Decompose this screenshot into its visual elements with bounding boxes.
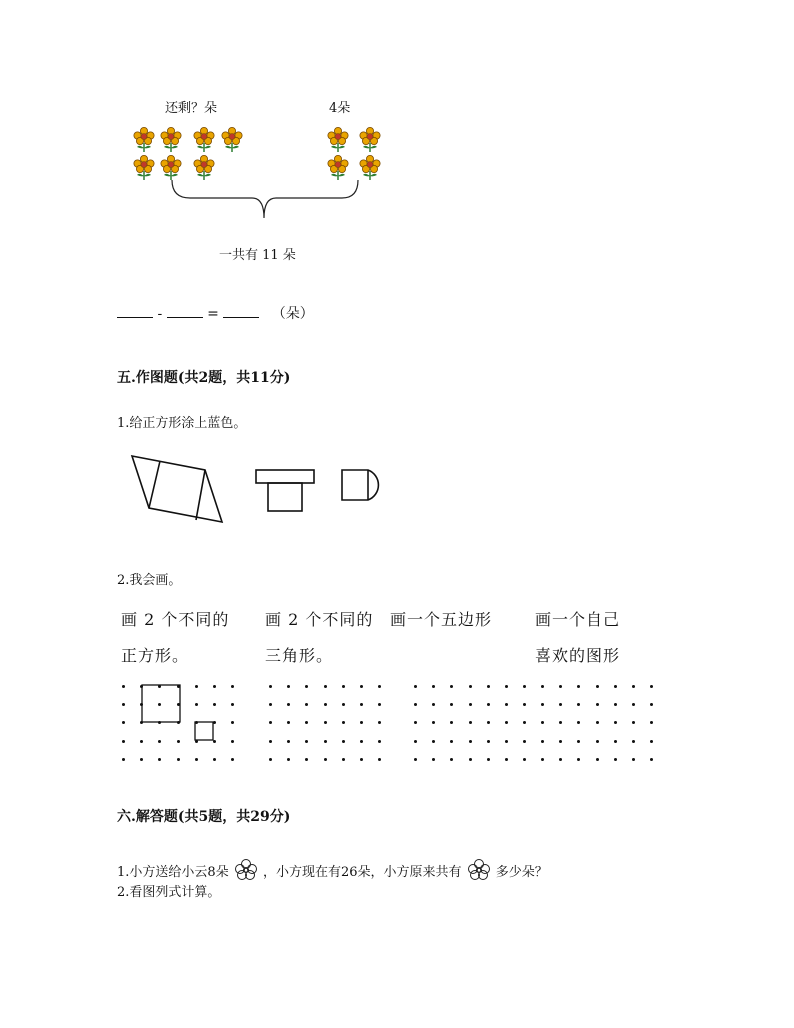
prompt-2-line2: 三角形。 — [265, 646, 334, 665]
q1-text-part2: ，小方现在有26朵，小方原来共有 — [262, 865, 462, 880]
minus-sign: - — [157, 306, 163, 322]
flower-outline-icon — [233, 858, 259, 880]
prompt-4-line2: 喜欢的图形 — [535, 646, 621, 665]
q1-text-part3: 多少朵？ — [495, 865, 548, 880]
section6-heading: 六.解答题(共5题，共29分) — [117, 809, 291, 825]
prompt-2-line1: 画 2 个不同的 — [265, 610, 374, 629]
prompt-3-line1: 画一个五边形 — [390, 610, 493, 629]
example-square-small — [195, 722, 213, 740]
flower-outline-icon — [466, 858, 492, 880]
q1-text-part1: 1.小方送给小云8朵 — [117, 865, 229, 880]
example-square-large — [142, 685, 180, 722]
prompt-1-line2: 正方形。 — [121, 646, 190, 665]
prompt-1-line1: 画 2 个不同的 — [121, 610, 230, 629]
left-flowers-label: 还剩？朵 — [165, 101, 218, 116]
equals-sign: = — [207, 306, 219, 322]
right-flowers-label: 4朵 — [329, 101, 351, 116]
total-label: 一共有 11 朵 — [219, 248, 296, 263]
unit-label: （朵） — [271, 306, 314, 322]
section6-q2: 2.看图列式计算。 — [117, 885, 221, 900]
section6-q1 — [117, 858, 548, 880]
section5-q2: 2.我会画。 — [117, 573, 182, 588]
section5-q1: 1.给正方形涂上蓝色。 — [117, 416, 247, 431]
prompt-4-line1: 画一个自己 — [535, 610, 621, 629]
section5-heading: 五.作图题(共2题，共11分) — [117, 370, 291, 386]
